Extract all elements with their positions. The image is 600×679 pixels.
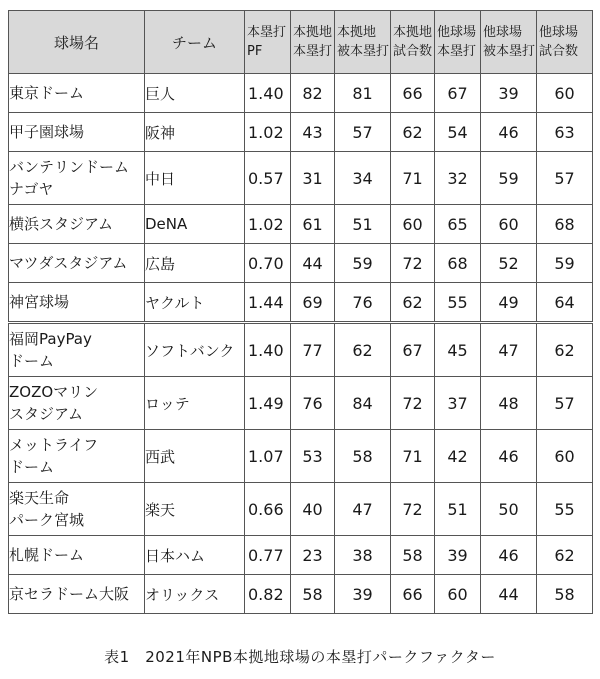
cell-home-games: 71 (391, 152, 435, 205)
table-row (9, 536, 593, 575)
park-factor-table (8, 10, 593, 614)
cell-home-allowed: 57 (335, 113, 391, 152)
table-row (9, 244, 593, 283)
cell-away-hr: 39 (435, 536, 481, 575)
table-row (9, 205, 593, 244)
cell-away-hr: 55 (435, 283, 481, 323)
table-row (9, 74, 593, 113)
header-home-hr: 本拠地 本塁打 (291, 11, 335, 74)
cell-away-allowed: 60 (481, 205, 537, 244)
cell-away-hr: 67 (435, 74, 481, 113)
cell-stadium: ZOZOマリン スタジアム (9, 377, 145, 430)
cell-away-allowed: 47 (481, 323, 537, 377)
cell-away-games: 68 (537, 205, 593, 244)
cell-home-hr: 69 (291, 283, 335, 323)
cell-home-games: 58 (391, 536, 435, 575)
cell-stadium: 札幌ドーム (9, 536, 145, 575)
cell-home-allowed: 76 (335, 283, 391, 323)
header-pf: 本塁打 PF (245, 11, 291, 74)
cell-home-allowed: 39 (335, 575, 391, 614)
cell-home-allowed: 51 (335, 205, 391, 244)
header-stadium: 球場名 (9, 11, 145, 74)
header-home-allowed: 本拠地 被本塁打 (335, 11, 391, 74)
cell-home-games: 62 (391, 113, 435, 152)
cell-home-hr: 43 (291, 113, 335, 152)
cell-pf: 0.77 (245, 536, 291, 575)
cell-stadium: 甲子園球場 (9, 113, 145, 152)
cell-pf: 1.07 (245, 430, 291, 483)
cell-team: 日本ハム (145, 536, 245, 575)
cell-team: 西武 (145, 430, 245, 483)
cell-stadium: 楽天生命 パーク宮城 (9, 483, 145, 536)
cell-pf: 0.70 (245, 244, 291, 283)
cell-away-hr: 45 (435, 323, 481, 377)
cell-home-allowed: 47 (335, 483, 391, 536)
table-row (9, 323, 593, 377)
cell-away-games: 57 (537, 152, 593, 205)
cell-home-games: 72 (391, 244, 435, 283)
cell-home-hr: 31 (291, 152, 335, 205)
header-row (9, 11, 593, 74)
cell-away-games: 55 (537, 483, 593, 536)
cell-away-allowed: 39 (481, 74, 537, 113)
cell-team: ヤクルト (145, 283, 245, 323)
cell-home-hr: 53 (291, 430, 335, 483)
cell-home-allowed: 58 (335, 430, 391, 483)
cell-home-hr: 58 (291, 575, 335, 614)
cell-home-games: 66 (391, 575, 435, 614)
cell-team: 楽天 (145, 483, 245, 536)
cell-away-allowed: 44 (481, 575, 537, 614)
cell-away-hr: 37 (435, 377, 481, 430)
cell-team: DeNA (145, 205, 245, 244)
cell-away-hr: 65 (435, 205, 481, 244)
cell-home-hr: 77 (291, 323, 335, 377)
cell-team: 阪神 (145, 113, 245, 152)
cell-home-games: 71 (391, 430, 435, 483)
cell-stadium: メットライフ ドーム (9, 430, 145, 483)
cell-away-games: 63 (537, 113, 593, 152)
cell-home-games: 60 (391, 205, 435, 244)
cell-home-hr: 44 (291, 244, 335, 283)
cell-stadium: 福岡PayPay ドーム (9, 323, 145, 377)
cell-home-hr: 61 (291, 205, 335, 244)
cell-team: ロッテ (145, 377, 245, 430)
cell-pf: 1.44 (245, 283, 291, 323)
table-row (9, 283, 593, 323)
cell-away-games: 62 (537, 323, 593, 377)
cell-stadium: 京セラドーム大阪 (9, 575, 145, 614)
cell-away-allowed: 52 (481, 244, 537, 283)
header-away-allowed: 他球場 被本塁打 (481, 11, 537, 74)
table-row (9, 113, 593, 152)
header-home-games: 本拠地 試合数 (391, 11, 435, 74)
cell-away-games: 58 (537, 575, 593, 614)
header-away-hr: 他球場 本塁打 (435, 11, 481, 74)
cell-stadium: バンテリンドーム ナゴヤ (9, 152, 145, 205)
cell-home-games: 72 (391, 377, 435, 430)
cell-away-allowed: 59 (481, 152, 537, 205)
cell-away-games: 59 (537, 244, 593, 283)
cell-home-allowed: 62 (335, 323, 391, 377)
cell-home-hr: 23 (291, 536, 335, 575)
cell-home-hr: 40 (291, 483, 335, 536)
cell-home-allowed: 84 (335, 377, 391, 430)
cell-stadium: 東京ドーム (9, 74, 145, 113)
header-team: チーム (145, 11, 245, 74)
cell-away-hr: 32 (435, 152, 481, 205)
cell-away-games: 57 (537, 377, 593, 430)
table-caption: 表1 2021年NPB本拠地球場の本塁打パークファクター (104, 648, 496, 666)
cell-away-games: 60 (537, 74, 593, 113)
cell-pf: 1.02 (245, 205, 291, 244)
cell-home-hr: 76 (291, 377, 335, 430)
header-away-games: 他球場 試合数 (537, 11, 593, 74)
cell-away-games: 64 (537, 283, 593, 323)
table-row (9, 430, 593, 483)
table-row (9, 152, 593, 205)
cell-away-allowed: 46 (481, 430, 537, 483)
cell-pf: 0.57 (245, 152, 291, 205)
cell-away-hr: 68 (435, 244, 481, 283)
cell-home-allowed: 38 (335, 536, 391, 575)
cell-stadium: マツダスタジアム (9, 244, 145, 283)
cell-pf: 1.02 (245, 113, 291, 152)
cell-pf: 0.66 (245, 483, 291, 536)
cell-team: オリックス (145, 575, 245, 614)
cell-pf: 1.40 (245, 323, 291, 377)
cell-stadium: 横浜スタジアム (9, 205, 145, 244)
cell-home-games: 67 (391, 323, 435, 377)
cell-team: ソフトバンク (145, 323, 245, 377)
cell-away-allowed: 49 (481, 283, 537, 323)
cell-team: 巨人 (145, 74, 245, 113)
cell-away-allowed: 50 (481, 483, 537, 536)
table-row (9, 483, 593, 536)
cell-away-allowed: 46 (481, 536, 537, 575)
table-row (9, 377, 593, 430)
cell-away-games: 62 (537, 536, 593, 575)
cell-team: 中日 (145, 152, 245, 205)
cell-home-allowed: 34 (335, 152, 391, 205)
cell-home-games: 72 (391, 483, 435, 536)
cell-away-hr: 42 (435, 430, 481, 483)
cell-away-games: 60 (537, 430, 593, 483)
cell-home-games: 66 (391, 74, 435, 113)
cell-away-hr: 60 (435, 575, 481, 614)
cell-home-allowed: 59 (335, 244, 391, 283)
cell-pf: 0.82 (245, 575, 291, 614)
cell-home-allowed: 81 (335, 74, 391, 113)
cell-home-games: 62 (391, 283, 435, 323)
cell-away-hr: 51 (435, 483, 481, 536)
cell-away-allowed: 48 (481, 377, 537, 430)
cell-home-hr: 82 (291, 74, 335, 113)
cell-stadium: 神宮球場 (9, 283, 145, 323)
table-row (9, 575, 593, 614)
cell-pf: 1.49 (245, 377, 291, 430)
cell-away-hr: 54 (435, 113, 481, 152)
cell-away-allowed: 46 (481, 113, 537, 152)
cell-team: 広島 (145, 244, 245, 283)
cell-pf: 1.40 (245, 74, 291, 113)
